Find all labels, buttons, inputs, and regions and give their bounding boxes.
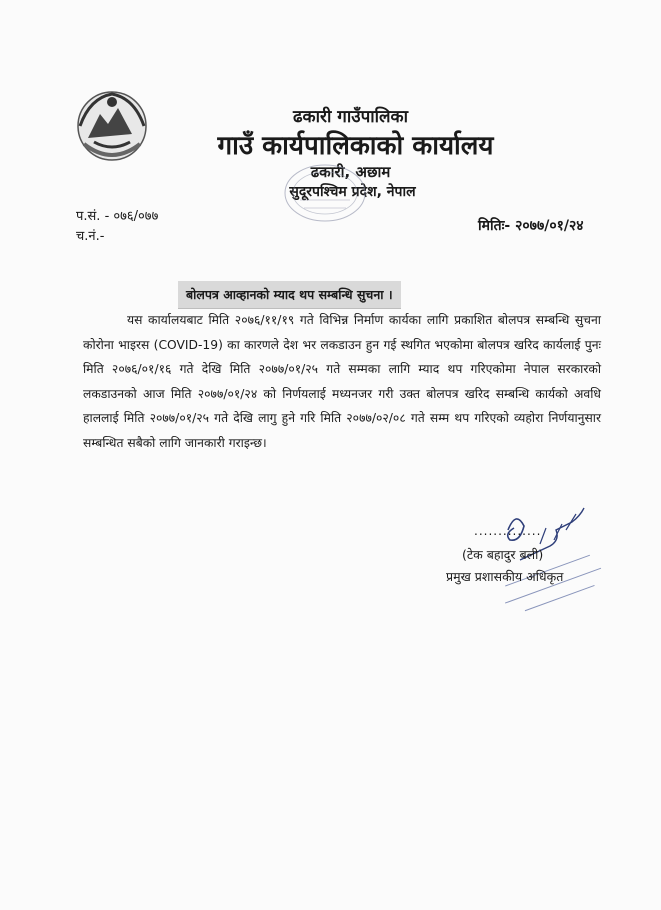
office-province: सुदूरपश्चिम प्रदेश, नेपाल <box>289 184 416 200</box>
office-name: गाउँ कार्यपालिकाको कार्यालय <box>217 131 494 161</box>
dispatch-number: च.नं.- <box>76 229 105 244</box>
signatory-name: (टेक बहादुर बली) <box>462 547 544 562</box>
signature-line: .............. <box>474 524 542 538</box>
office-seal-icon <box>280 160 370 226</box>
office-location: ढकारी, अछाम <box>310 163 391 181</box>
notice-body: यस कार्यालयबाट मिति २०७६/११/१९ गते विभिन्न निर्माण कार्यका लागि प्रकाशित बोलपत्र सम्बन्धि सुचना कोरोना भाइरस (COVID-19) का कारणले देश भर लकडाउन हुन गई स्थगित भएकोमा बोलपत्र खरिद कार्यलाई पुनः मिति २०७६/०१/१६ गते देखि मिति २०७७/०१/२५ गते सम्मका लागि म्याद थप गरिएकोमा नेपाल सरकारको लकडाउनको आज मिति २०७७/०१/२४ को निर्णयलाई मध्यनजर गरी उक्त बोलपत्र खरिद सम्बन्धि कार्यको अवधि हाललाई मिति २०७७/०१/२५ गते देखि लागु हुने गरि मिति २०७७/०२/०८ गते सम्म थप गरिएको व्यहोरा निर्णयानुसार सम्बन्धित सबैको लागि जानकारी गराइन्छ। <box>83 313 601 450</box>
subject-line: बोलपत्र आव्हानको म्याद थप सम्बन्धि सुचना । <box>178 281 401 309</box>
notice-date: मितिः- २०७७/०१/२४ <box>478 218 584 234</box>
signatory-title: प्रमुख प्रशासकीय अधिकृत <box>446 569 564 584</box>
fiscal-year: प.सं. - ०७६/०७७ <box>76 209 159 224</box>
municipality-name: ढकारी गाउँपालिका <box>292 107 409 127</box>
